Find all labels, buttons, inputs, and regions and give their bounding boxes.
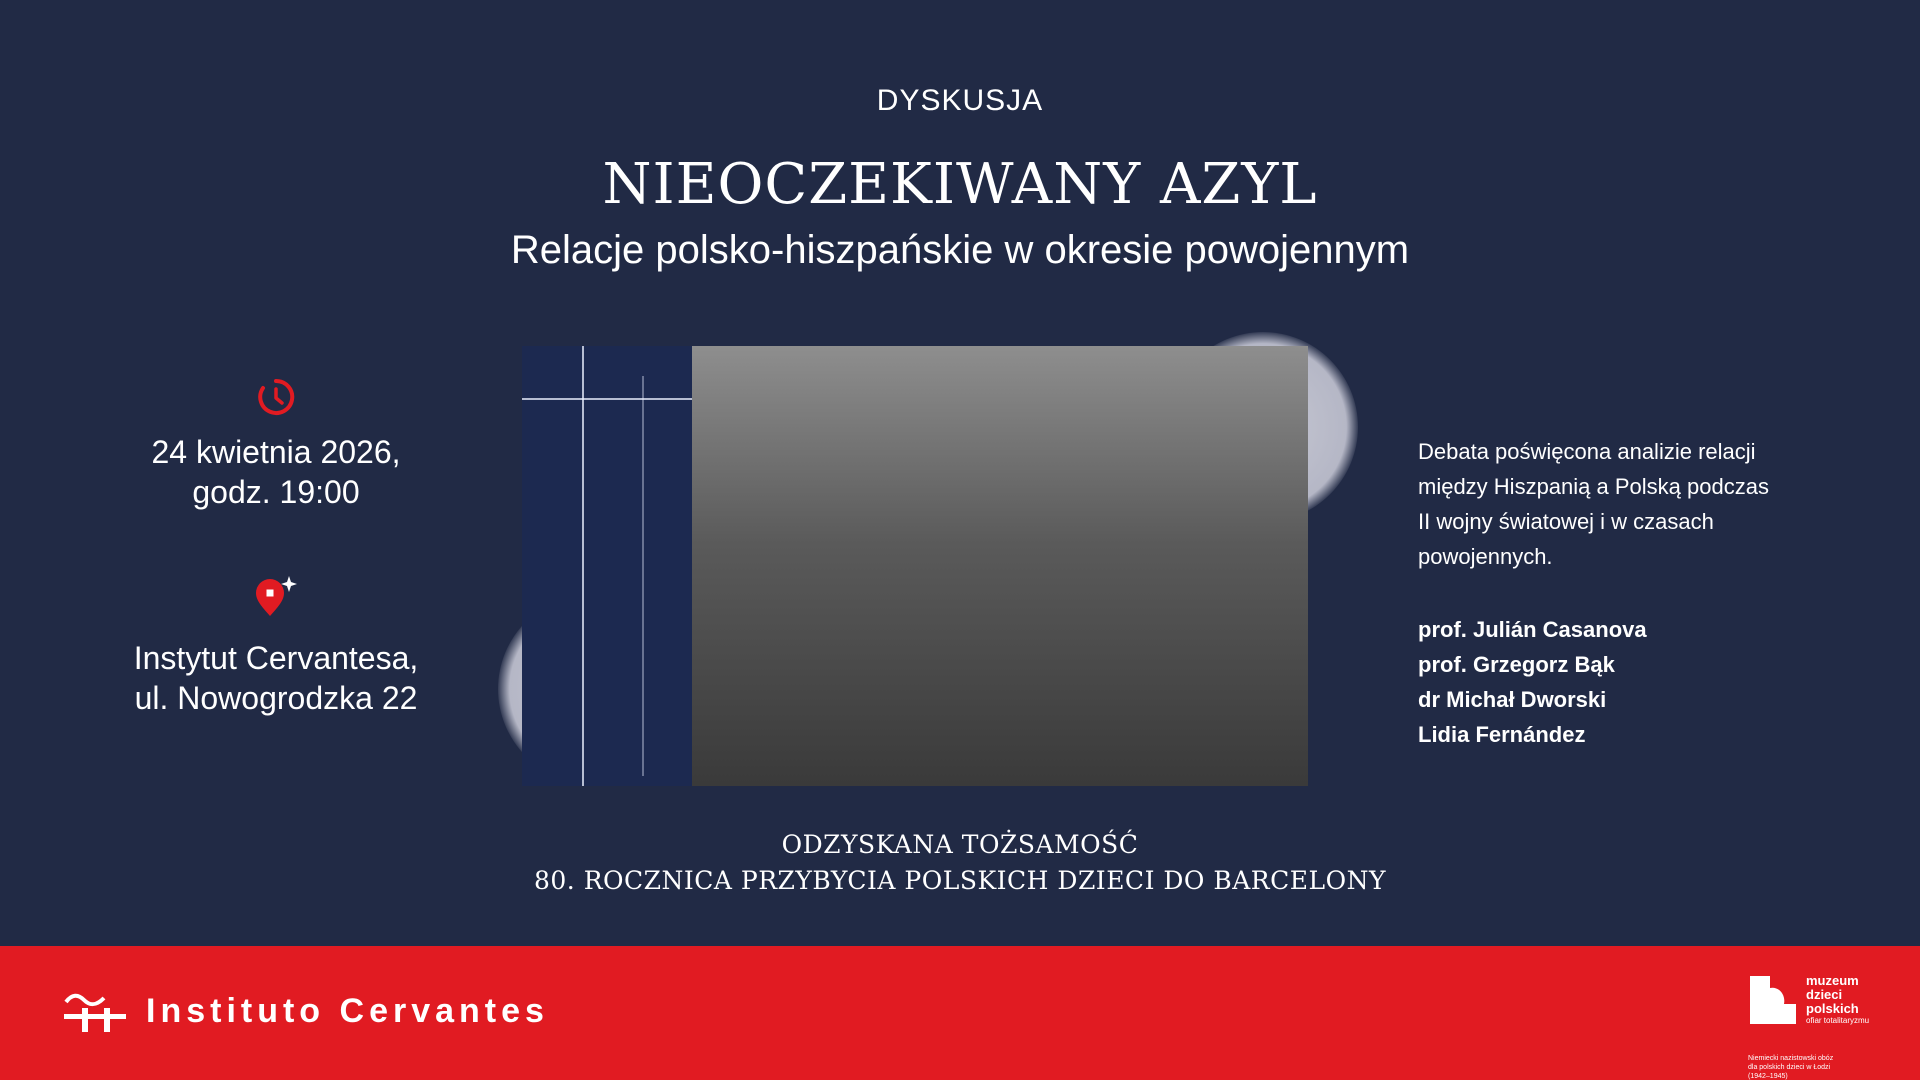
description-block — [1418, 434, 1818, 752]
speaker-name: prof. Grzegorz Bąk — [1418, 652, 1615, 677]
location-pin-icon — [251, 576, 301, 620]
speaker-name: dr Michał Dworski — [1418, 687, 1607, 712]
speaker-name: Lidia Fernández — [1418, 722, 1586, 747]
footer-bar — [0, 946, 1920, 1080]
museum-tagline: ofiar totalitaryzmu — [1806, 1016, 1870, 1025]
series-subtitle: 80. ROCZNICA PRZYBYCIA POLSKICH DZIECI DO BARCELONY — [534, 866, 1386, 895]
clock-icon — [255, 376, 297, 418]
group-photo — [692, 346, 1308, 786]
event-date: 24 kwietnia 2026, godz. 19:00 — [151, 434, 401, 510]
photo-frame — [522, 346, 1308, 786]
museum-name: muzeum dzieci polskich — [1806, 973, 1859, 1016]
event-venue: Instytut Cervantesa, ul. Nowogrodzka 22 — [133, 640, 419, 716]
instituto-cervantes-logo-icon — [64, 992, 126, 1032]
event-subtitle: Relacje polsko-hiszpańskie w okresie powojennym — [510, 228, 1410, 272]
series-title: ODZYSKANA TOŻSAMOŚĆ — [781, 830, 1139, 859]
eyebrow-label: DYSKUSJA — [876, 84, 1044, 117]
event-title: NIEOCZEKIWANY AZYL — [602, 152, 1318, 217]
archival-photo — [508, 326, 1378, 816]
event-details — [80, 376, 472, 718]
description-text: Debata poświęcona analizie relacji między Hiszpanią a Polską podczas II wojny światowej i w czasach powojennych. — [1418, 439, 1769, 569]
museum-logo-icon — [1748, 974, 1800, 1026]
museum-description: Niemiecki nazistowski obóz dla polskich dzieci w Łodzi (1942–1945) — [1748, 1055, 1834, 1080]
organizer-name: Instituto Cervantes — [146, 992, 549, 1030]
speaker-name: prof. Julián Casanova — [1418, 617, 1647, 642]
speakers-list — [1418, 612, 1818, 752]
